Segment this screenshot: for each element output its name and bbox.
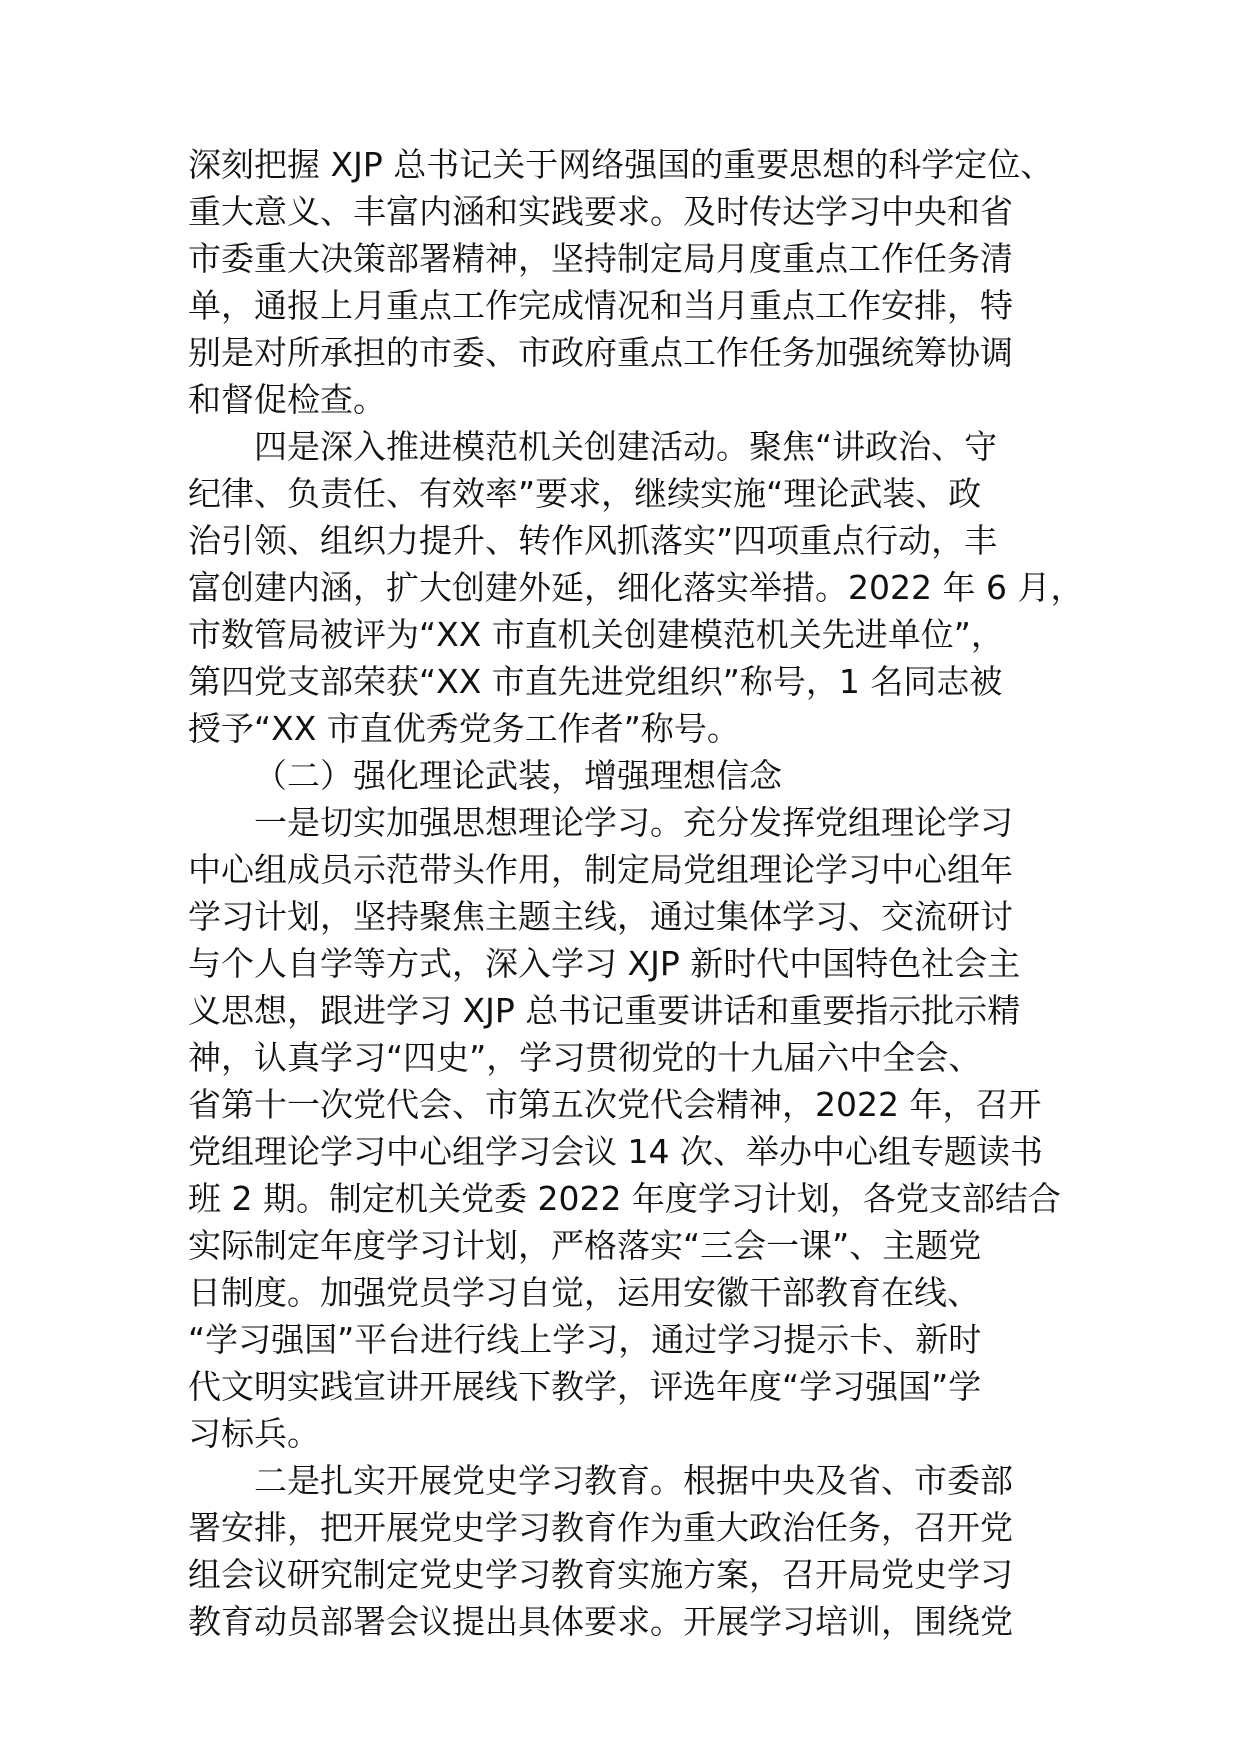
section-heading-text: （二）强化理论武装，增强理想信念 xyxy=(254,756,782,795)
text-line: 重大意义、丰富内涵和实践要求。及时传达学习中央和省 xyxy=(188,192,1013,231)
text-line: 日制度。加强党员学习自觉，运用安徽干部教育在线、 xyxy=(188,1273,980,1312)
text-line: 与个人自学等方式，深入学习 XJP 新时代中国特色社会主 xyxy=(188,944,1021,983)
text-line: 富创建内涵，扩大创建外延，细化落实举措。2022 年 6 月， xyxy=(188,568,1084,607)
text-line: 市数管局被评为“XX 市直机关创建模范机关先进单位”， xyxy=(188,615,1004,654)
text-line: 市委重大决策部署精神，坚持制定局月度重点工作任务清 xyxy=(188,239,1013,278)
paragraph-network-power xyxy=(188,141,1068,423)
text-line: 别是对所承担的市委、市政府重点工作任务加强统筹协调 xyxy=(188,333,1013,372)
text-line: 署安排，把开展党史学习教育作为重大政治任务，召开党 xyxy=(188,1508,1013,1547)
paragraph-model-organ xyxy=(188,423,1084,752)
text-line: 深刻把握 XJP 总书记关于网络强国的重要思想的科学定位、 xyxy=(188,145,1054,184)
document-body xyxy=(188,141,1084,1645)
text-line: 教育动员部署会议提出具体要求。开展学习培训，围绕党 xyxy=(188,1602,1013,1641)
text-line: 一是切实加强思想理论学习。充分发挥党组理论学习 xyxy=(254,803,1013,842)
text-line: 省第十一次党代会、市第五次党代会精神，2022 年，召开 xyxy=(188,1085,1042,1124)
text-line: 组会议研究制定党史学习教育实施方案，召开局党史学习 xyxy=(188,1555,1013,1594)
text-line: 代文明实践宣讲开展线下教学，评选年度“学习强国”学 xyxy=(188,1367,982,1406)
text-line: 中心组成员示范带头作用，制定局党组理论学习中心组年 xyxy=(188,850,1013,889)
text-line: 治引领、组织力提升、转作风抓落实”四项重点行动，丰 xyxy=(188,521,998,560)
text-line: 二是扎实开展党史学习教育。根据中央及省、市委部 xyxy=(254,1461,1013,1500)
text-line: 实际制定年度学习计划，严格落实“三会一课”、主题党 xyxy=(188,1226,982,1265)
text-line: 班 2 期。制定机关党委 2022 年度学习计划，各党支部结合 xyxy=(188,1179,1061,1218)
paragraph-party-history xyxy=(188,1457,1068,1645)
text-line: 单，通报上月重点工作完成情况和当月重点工作安排，特 xyxy=(188,286,1013,325)
text-line: 和督促检查。 xyxy=(188,380,386,419)
text-line: 义思想，跟进学习 XJP 总书记重要讲话和重要指示批示精 xyxy=(188,991,1021,1030)
text-line: 学习计划，坚持聚焦主题主线，通过集体学习、交流研讨 xyxy=(188,897,1013,936)
section-heading xyxy=(188,752,1068,799)
text-line: 习标兵。 xyxy=(188,1414,320,1453)
text-line: 纪律、负责任、有效率”要求，继续实施“理论武装、政 xyxy=(188,474,982,513)
text-line: 四是深入推进模范机关创建活动。聚焦“讲政治、守 xyxy=(254,427,998,466)
text-line: 第四党支部荣获“XX 市直先进党组织”称号，1 名同志被 xyxy=(188,662,1003,701)
text-line: “学习强国”平台进行线上学习，通过学习提示卡、新时 xyxy=(188,1320,982,1359)
text-line: 授予“XX 市直优秀党务工作者”称号。 xyxy=(188,709,740,748)
text-line: 神，认真学习“四史”，学习贯彻党的十九届六中全会、 xyxy=(188,1038,982,1077)
paragraph-theory-study xyxy=(188,799,1068,1457)
text-line: 党组理论学习中心组学习会议 14 次、举办中心组专题读书 xyxy=(188,1132,1043,1171)
